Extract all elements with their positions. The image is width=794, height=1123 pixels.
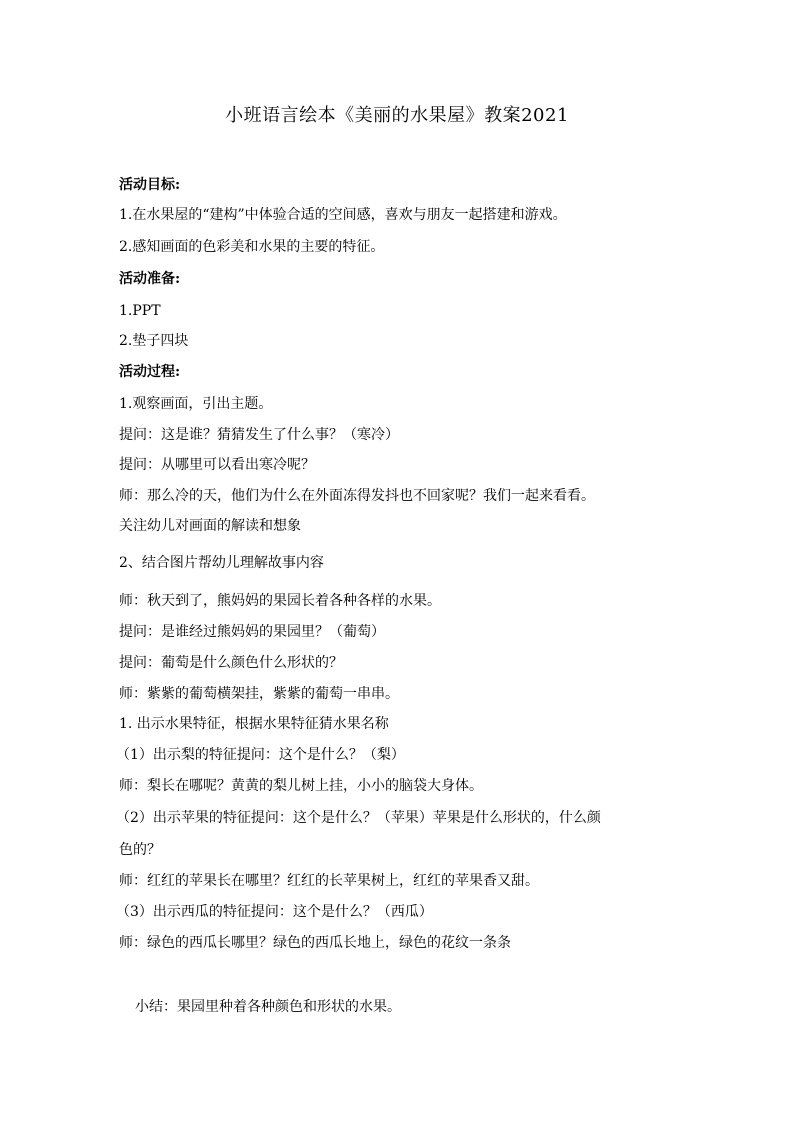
paragraph-line: （3）出示西瓜的特征提问：这个是什么？（西瓜） bbox=[116, 904, 433, 920]
section-heading-preparation: 活动准备: bbox=[119, 271, 181, 287]
paragraph-line: 提问：葡萄是什么颜色什么形状的？ bbox=[119, 655, 343, 671]
paragraph-line: 师：绿色的西瓜长哪里？绿色的西瓜长地上，绿色的花纹一条条 bbox=[119, 935, 511, 951]
preparation-item-2: 2.垫子四块 bbox=[119, 333, 189, 349]
document-title: 小班语言绘本《美丽的水果屋》教案2021 bbox=[225, 105, 569, 126]
paragraph-line: （2）出示苹果的特征提问：这个是什么？（苹果）苹果是什么形状的，什么颜 bbox=[116, 810, 601, 826]
section-heading-goals: 活动目标: bbox=[119, 177, 181, 193]
section-heading-process: 活动过程: bbox=[119, 364, 181, 380]
paragraph-line: 1. 出示水果特征，根据水果特征猜水果名称 bbox=[119, 716, 389, 732]
paragraph-line: 关注幼儿对画面的解读和想象 bbox=[119, 518, 301, 534]
paragraph-line: 师：红红的苹果长在哪里？红红的长苹果树上，红红的苹果香又甜。 bbox=[119, 873, 539, 889]
preparation-item-1: 1.PPT bbox=[119, 303, 161, 319]
paragraph-line: 提问：这是谁？猜猜发生了什么事？（寒冷） bbox=[119, 427, 399, 443]
goal-item-2: 2.感知画面的色彩美和水果的主要的特征。 bbox=[119, 239, 385, 255]
process-step-2: 2、结合图片帮幼儿理解故事内容 bbox=[119, 555, 324, 571]
goal-item-1: 1.在水果屋的“建构”中体验合适的空间感，喜欢与朋友一起搭建和游戏。 bbox=[119, 207, 567, 223]
paragraph-line: 色的？ bbox=[119, 842, 161, 858]
paragraph-line: （1）出示梨的特征提问：这个是什么？（梨） bbox=[116, 747, 405, 763]
paragraph-line: 师：紫紫的葡萄横架挂，紫紫的葡萄一串串。 bbox=[119, 686, 399, 702]
paragraph-line: 提问：从哪里可以看出寒冷呢？ bbox=[119, 457, 315, 473]
paragraph-line: 师：秋天到了，熊妈妈的果园长着各种各样的水果。 bbox=[119, 593, 441, 609]
summary-line: 小结：果园里种着各种颜色和形状的水果。 bbox=[135, 999, 401, 1015]
paragraph-line: 师：梨长在哪呢？黄黄的梨儿树上挂，小小的脑袋大身体。 bbox=[119, 778, 483, 794]
paragraph-line: 提问：是谁经过熊妈妈的果园里？（葡萄） bbox=[119, 624, 385, 640]
process-step-1: 1.观察画面，引出主题。 bbox=[119, 396, 273, 412]
paragraph-line: 师：那么冷的天，他们为什么在外面冻得发抖也不回家呢？我们一起来看看。 bbox=[119, 488, 595, 504]
